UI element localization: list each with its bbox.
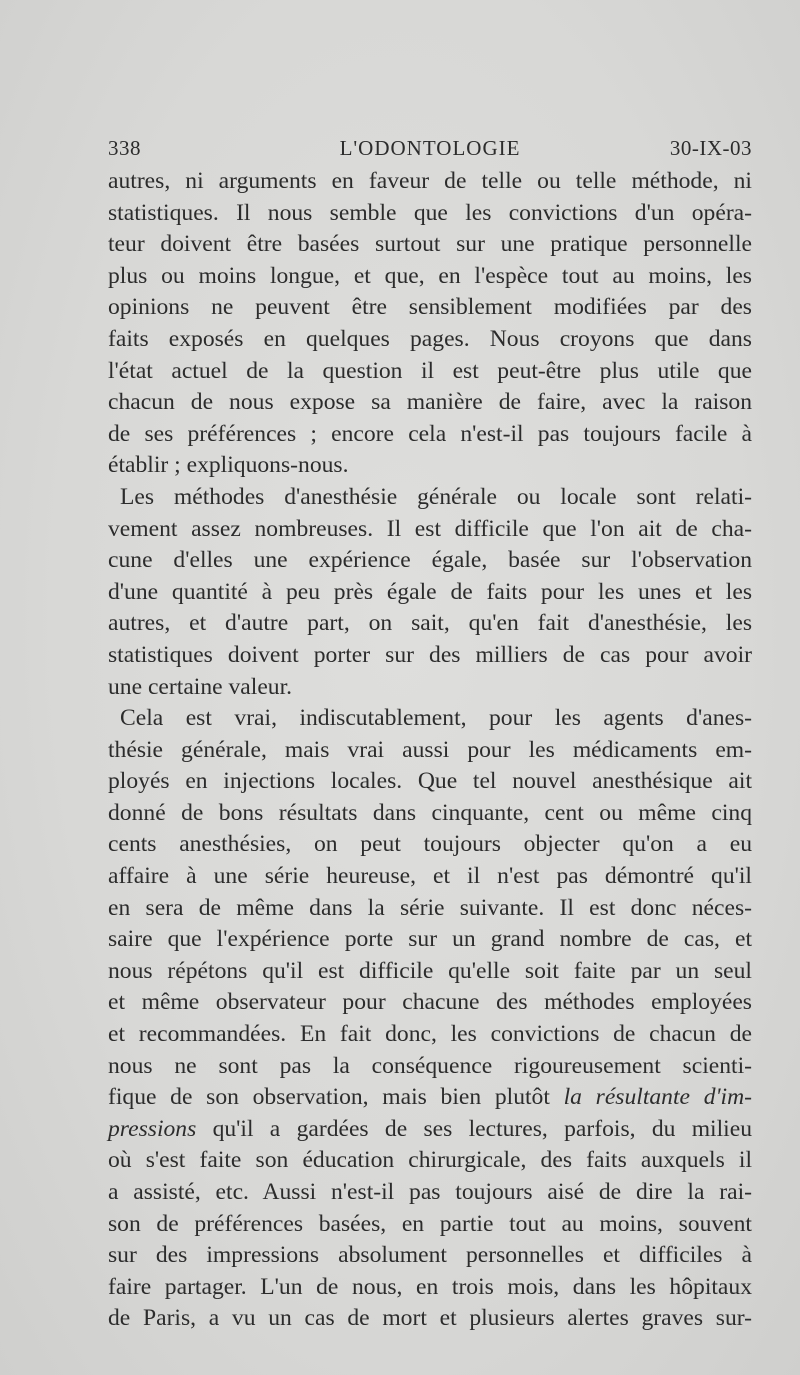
text-line: Les méthodes d'anesthésie générale ou locale sont relati- xyxy=(120,483,752,510)
text-line xyxy=(108,1114,752,1146)
text-line: et recommandées. En fait donc, les convictions de chacun de xyxy=(108,1021,752,1048)
page-number: 338 xyxy=(108,136,141,160)
text-line: et même observateur pour chacune des méthodes employées xyxy=(108,989,752,1016)
text-line: statistiques doivent porter sur des milliers de cas pour avoir xyxy=(108,641,752,668)
text-line: autres, ni arguments en faveur de telle ou telle méthode, ni xyxy=(108,168,752,194)
text-line: une certaine valeur. xyxy=(108,673,293,700)
text-segment: qu'il a gardées de ses lectures, parfois, du milieu xyxy=(196,1115,752,1142)
text-line: sur des impressions absolument personnelles et difficiles à xyxy=(108,1242,752,1269)
text-line: thésie générale, mais vrai aussi pour les médicaments em- xyxy=(108,736,752,763)
text-line: donné de bons résultats dans cinquante, cent ou même cinq xyxy=(108,799,752,826)
text-line: faits exposés en quelques pages. Nous croyons que dans xyxy=(108,325,752,352)
text-line: cents anesthésies, on peut toujours objecter qu'on a eu xyxy=(108,831,752,858)
text-line: cune d'elles une expérience égale, basée sur l'observation xyxy=(108,547,752,574)
text-line: ployés en injections locales. Que tel nouvel anesthésique ait xyxy=(108,768,752,795)
text-line: saire que l'expérience porte sur un grand nombre de cas, et xyxy=(108,926,752,953)
text-line: opinions ne peuvent être sensiblement modifiées par des xyxy=(108,294,752,321)
text-line: l'état actuel de la question il est peut-être plus utile que xyxy=(108,357,752,384)
running-title: L'ODONTOLOGIE xyxy=(339,136,521,160)
text-line: de ses préférences ; encore cela n'est-il pas toujours facile à xyxy=(108,420,752,447)
text-line: chacun de nous expose sa manière de faire, avec la raison xyxy=(108,389,752,416)
text-line: vement assez nombreuses. Il est difficile que l'on ait de cha- xyxy=(108,515,752,542)
text-line xyxy=(108,1082,752,1114)
text-line: son de préférences basées, en partie tout au moins, souvent xyxy=(108,1210,752,1237)
text-line: de Paris, a vu un cas de mort et plusieurs alertes graves sur- xyxy=(108,1305,752,1332)
text-line: nous ne sont pas la conséquence rigoureusement scienti- xyxy=(108,1052,752,1079)
body-text xyxy=(108,166,752,1335)
text-line: affaire à une série heureuse, et il n'est pas démontré qu'il xyxy=(108,863,752,890)
italic-segment: la résultante d'im- xyxy=(563,1084,752,1111)
text-line: plus ou moins longue, et que, en l'espèce tout au moins, les xyxy=(108,262,752,289)
text-segment: fique de son observation, mais bien plutôt xyxy=(108,1084,564,1111)
text-line: faire partager. L'un de nous, en trois mois, dans les hôpitaux xyxy=(108,1273,752,1300)
page-header xyxy=(108,136,752,166)
text-line: teur doivent être basées surtout sur une pratique personnelle xyxy=(108,231,752,258)
text-line: a assisté, etc. Aussi n'est-il pas toujours aisé de dire la rai- xyxy=(108,1179,752,1205)
text-line: statistiques. Il nous semble que les convictions d'un opéra- xyxy=(108,199,752,226)
text-line: où s'est faite son éducation chirurgicale, des faits auxquels il xyxy=(108,1147,752,1174)
text-line: en sera de même dans la série suivante. Il est donc néces- xyxy=(108,894,752,921)
text-line: autres, et d'autre part, on sait, qu'en fait d'anesthésie, les xyxy=(108,610,752,637)
issue-date: 30-IX-03 xyxy=(669,136,752,160)
text-line: d'une quantité à peu près égale de faits pour les unes et les xyxy=(108,578,752,605)
text-line: Cela est vrai, indiscutablement, pour les agents d'anes- xyxy=(120,705,752,732)
italic-segment: pressions xyxy=(108,1115,197,1142)
text-line: établir ; expliquons-nous. xyxy=(108,452,349,479)
text-line: nous répétons qu'il est difficile qu'elle soit faite par un seul xyxy=(108,957,752,984)
